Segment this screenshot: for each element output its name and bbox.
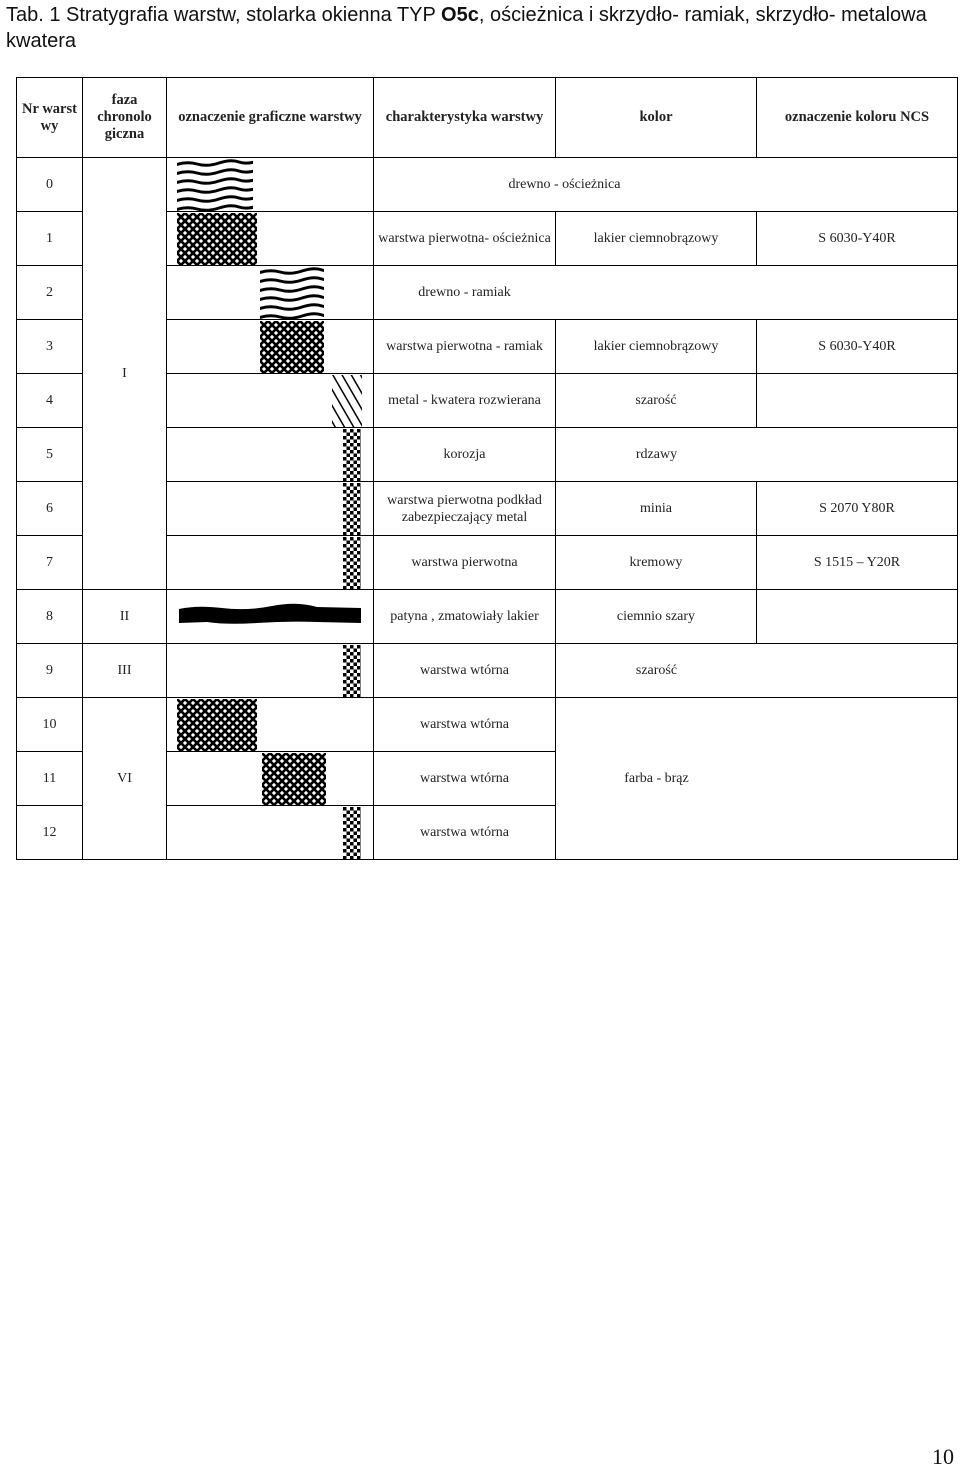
cell-kolor: rdzawy [556, 428, 958, 482]
stratigraphy-table [16, 77, 958, 860]
cell-phase-II: II [83, 590, 167, 644]
cell-charakterystyka: patyna , zmatowiały lakier [374, 590, 556, 644]
cell-charakterystyka: korozja [374, 428, 556, 482]
cell-charakterystyka: drewno - ościeżnica [374, 158, 958, 212]
cell-nr: 4 [17, 374, 83, 428]
cell-graphic [167, 806, 374, 860]
cell-phase-III: III [83, 644, 167, 698]
checker-strip-pattern [343, 537, 361, 589]
cell-graphic [167, 536, 374, 590]
cell-nr: 11 [17, 752, 83, 806]
cell-kolor: lakier ciemnobrązowy [556, 320, 757, 374]
cell-graphic [167, 428, 374, 482]
cell-graphic [167, 320, 374, 374]
cell-nr: 10 [17, 698, 83, 752]
cell-phase-I: I [83, 158, 167, 590]
wood-grain-pattern [260, 267, 324, 319]
cell-charakterystyka: warstwa pierwotna - ramiak [374, 320, 556, 374]
checker-strip-pattern [343, 483, 361, 535]
cell-graphic [167, 698, 374, 752]
crosshatch-pattern [260, 321, 324, 373]
cell-phase-VI: VI [83, 698, 167, 860]
cell-ncs: S 6030-Y40R [757, 212, 958, 266]
cell-ncs: S 2070 Y80R [757, 482, 958, 536]
cell-nr: 7 [17, 536, 83, 590]
cell-graphic [167, 266, 374, 320]
checker-strip-pattern [343, 807, 361, 859]
cell-kolor: ciemnio szary [556, 590, 757, 644]
cell-graphic [167, 158, 374, 212]
cell-kolor: lakier ciemnobrązowy [556, 212, 757, 266]
diagonal-lines-pattern [332, 375, 362, 427]
header-kolor: kolor [556, 78, 757, 158]
cell-nr: 2 [17, 266, 83, 320]
cell-kolor: kremowy [556, 536, 757, 590]
header-nr: Nr warst wy [17, 78, 83, 158]
table-row [17, 644, 958, 698]
cell-nr: 0 [17, 158, 83, 212]
cell-charakterystyka: warstwa pierwotna podkład zabezpieczający metal [374, 482, 556, 536]
header-ncs: oznaczenie koloru NCS [757, 78, 958, 158]
cell-charakterystyka: metal - kwatera rozwierana [374, 374, 556, 428]
cell-charakterystyka: warstwa pierwotna [374, 536, 556, 590]
cell-ncs [757, 374, 958, 428]
cell-charakterystyka: drewno - ramiak [374, 266, 958, 320]
checker-strip-pattern [343, 645, 361, 697]
cell-kolor: farba - brąz [556, 698, 958, 860]
cell-nr: 3 [17, 320, 83, 374]
title-type-code: O5c [441, 4, 479, 26]
cell-nr: 9 [17, 644, 83, 698]
cell-kolor: minia [556, 482, 757, 536]
page-number: 10 [932, 1444, 954, 1469]
cell-charakterystyka: warstwa pierwotna- ościeżnica [374, 212, 556, 266]
cell-charakterystyka: warstwa wtórna [374, 698, 556, 752]
cell-nr: 6 [17, 482, 83, 536]
cell-charakterystyka: warstwa wtórna [374, 644, 556, 698]
title-prefix: Tab. 1 Stratygrafia warstw, stolarka okienna TYP [6, 4, 442, 26]
crosshatch-pattern [177, 213, 257, 265]
checker-strip-pattern [343, 429, 361, 481]
cell-kolor: szarość [556, 374, 757, 428]
header-graficzne: oznaczenie graficzne warstwy [167, 78, 374, 158]
cell-ncs [757, 590, 958, 644]
wood-grain-pattern [177, 159, 253, 211]
cell-ncs: S 6030-Y40R [757, 320, 958, 374]
cell-graphic [167, 482, 374, 536]
document-title [6, 2, 936, 54]
cell-graphic [167, 590, 374, 644]
cell-ncs: S 1515 – Y20R [757, 536, 958, 590]
cell-graphic [167, 752, 374, 806]
crosshatch-pattern [177, 699, 257, 751]
table-header-row [17, 78, 958, 158]
cell-charakterystyka: warstwa wtórna [374, 806, 556, 860]
cell-graphic [167, 644, 374, 698]
cell-nr: 1 [17, 212, 83, 266]
black-band-pattern [177, 591, 363, 643]
cell-graphic [167, 212, 374, 266]
cell-graphic [167, 374, 374, 428]
table-row [17, 158, 958, 212]
title-suffix: , ościeżnica i skrzydło- ramiak, skrzydło- metalowa kwatera [6, 4, 927, 52]
cell-nr: 5 [17, 428, 83, 482]
crosshatch-pattern [262, 753, 326, 805]
header-faza: faza chronolo giczna [83, 78, 167, 158]
table-row [17, 698, 958, 752]
cell-nr: 12 [17, 806, 83, 860]
table-row [17, 590, 958, 644]
cell-kolor: szarość [556, 644, 958, 698]
cell-nr: 8 [17, 590, 83, 644]
header-charakterystyka: charakterystyka warstwy [374, 78, 556, 158]
cell-charakterystyka: warstwa wtórna [374, 752, 556, 806]
